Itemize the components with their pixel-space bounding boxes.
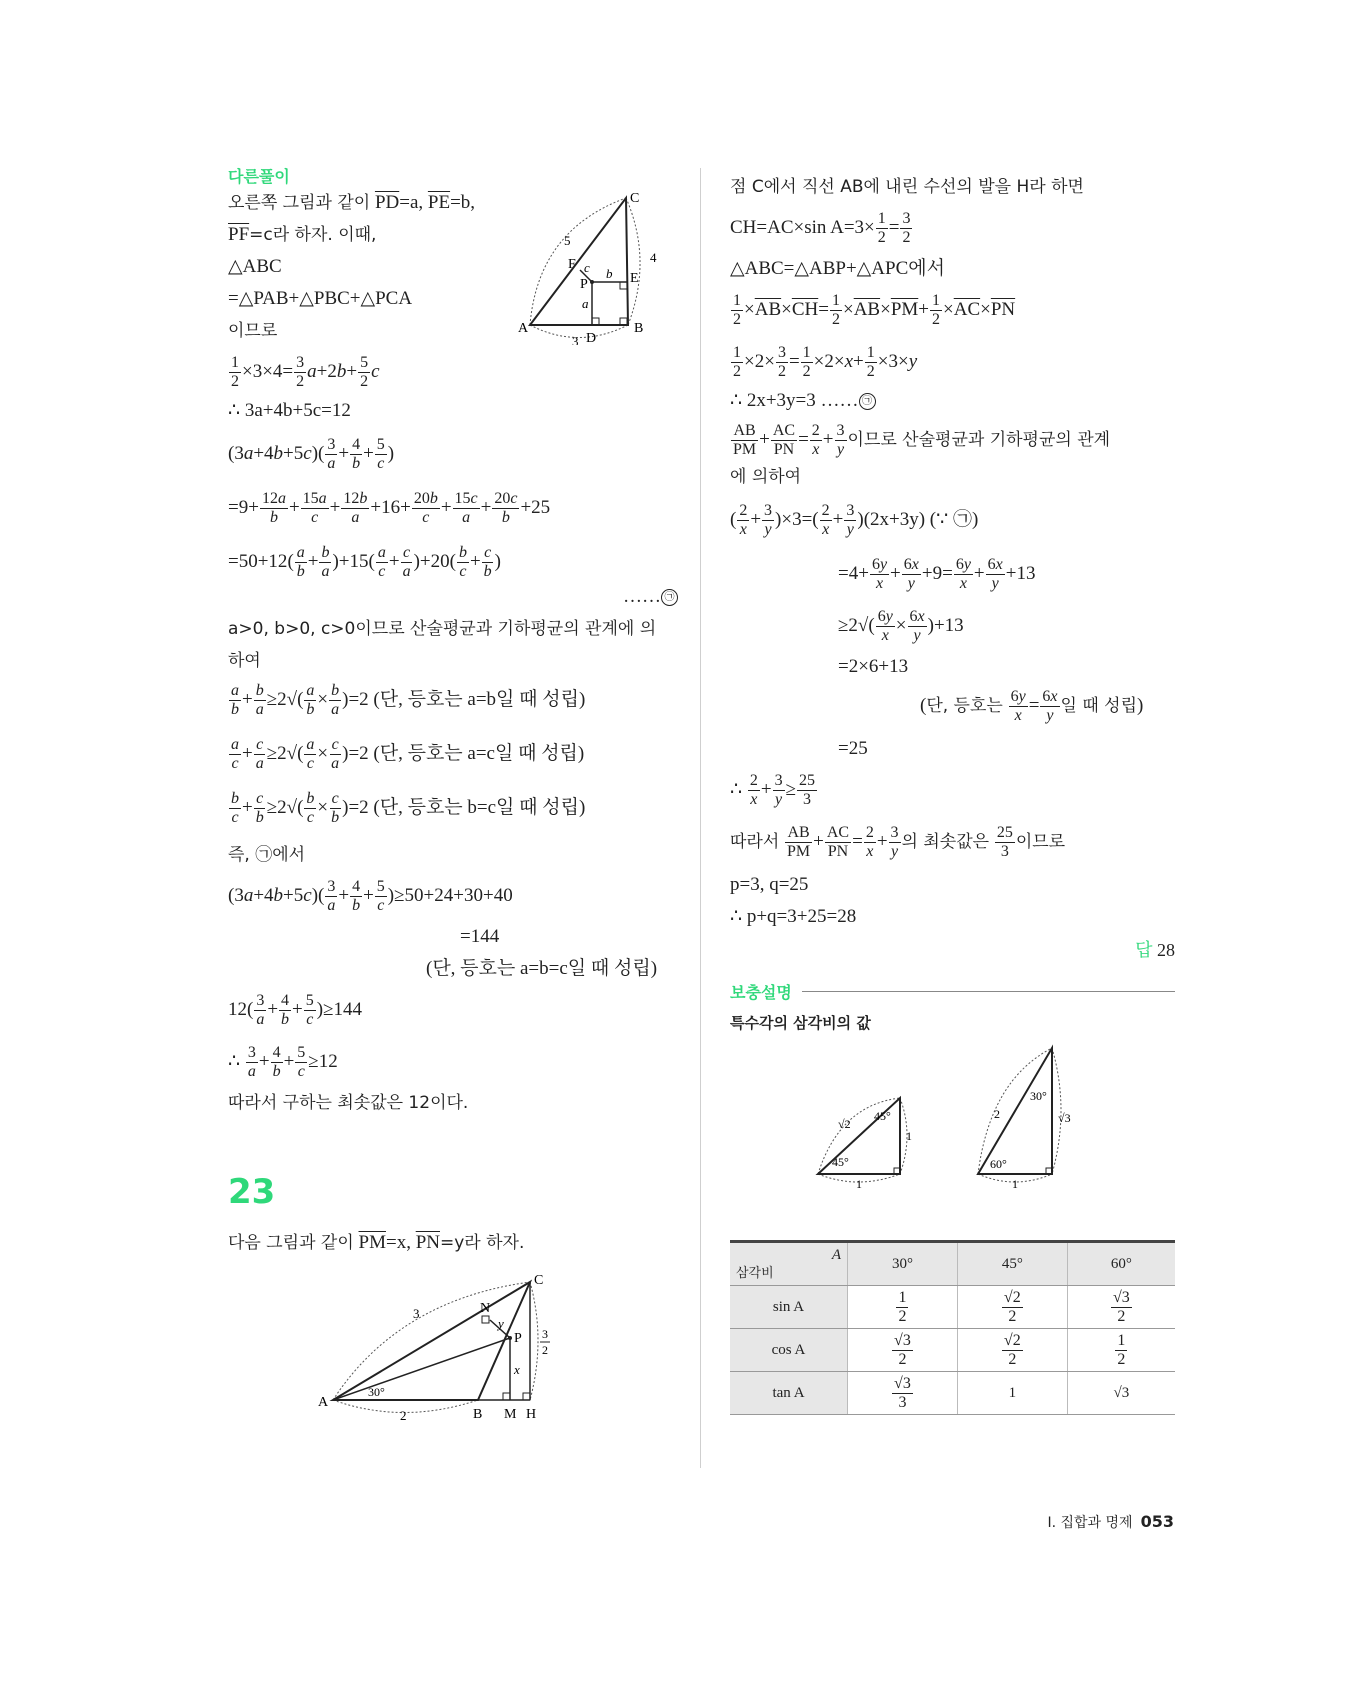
triangle-45 [810, 1090, 940, 1190]
trig-corner: A 삼각비 [730, 1242, 848, 1286]
trig-header-60: 60° [1067, 1242, 1175, 1286]
label-E: E [630, 271, 639, 286]
label-height-den: 2 [542, 1343, 548, 1357]
label-A: A [318, 1395, 329, 1410]
problem-number: 23 [228, 1172, 276, 1212]
r-line-6: ∴ 2x+3y=3 …… ㉠ [730, 388, 876, 414]
label-H: H [526, 1407, 537, 1422]
tri2-angle-left: 60° [990, 1157, 1007, 1171]
problem-text: 다음 그림과 같이 $\overline{PM}=x$, $\overline{PN}=y$라 하자. [228, 1232, 525, 1253]
trig-cell: $\frac{1}{2}$ [1067, 1329, 1175, 1372]
label-A: A [518, 321, 529, 336]
tri2-angle-top: 30° [1030, 1089, 1047, 1103]
trig-header-row [730, 1242, 1175, 1286]
r-line-9: ( $\frac{2}{x}$ + $\frac{3}{y}$ )×3=( $\frac{2}{x}$ + $\frac{3}{y}$ )(2x+3y) (∵ ㉠) [730, 502, 979, 538]
label-F: F [568, 257, 576, 272]
trig-row-cos [730, 1329, 1175, 1372]
trig-cell: $\frac{√3}{2}$ [1067, 1286, 1175, 1329]
supplement-header [730, 980, 1175, 1003]
trig-row-label: sin A [730, 1286, 848, 1329]
alt-line-21: ∴ $\frac{3}{a}$ + $\frac{4}{b}$ + $\frac{5}{c}$ ≥12 [228, 1044, 338, 1080]
alt-line-17: (3a+4b+5c)( $\frac{3}{a}$ + $\frac{4}{b}$ + $\frac{5}{c}$ )≥50+24+30+40 [228, 878, 513, 914]
page-number: 053 [1140, 1512, 1174, 1531]
answer-value: 28 [1157, 940, 1175, 960]
footer-chapter: Ⅰ. 집합과 명제 [1047, 1515, 1133, 1531]
r-line-8: 에 의하여 [730, 467, 802, 487]
alt-line-8: (3a+4b+5c)( $\frac{3}{a}$ + $\frac{4}{b}$ + $\frac{5}{c}$ ) [228, 436, 395, 472]
figure-right-triangle-abc [518, 190, 678, 345]
r-line-17: p=3, q=25 [730, 874, 809, 895]
r-line-13: (단, 등호는 $\frac{6y}{x}$ = $\frac{6x}{y}$ 일 때 성립) [920, 688, 1144, 724]
label-height-num: 3 [542, 1327, 548, 1341]
trig-table [730, 1240, 1175, 1415]
alt-solution-heading: 다른풀이 [228, 167, 290, 186]
label-angle-30: 30° [368, 1385, 385, 1399]
amgm-line-1: $\frac{a}{b}$ + $\frac{b}{a}$ ≥2√( $\frac{a}{b}$ × $\frac{b}{a}$ )=2 (단, 등호는 a=b일 때 성립) [231, 682, 586, 718]
r-line-3: △ABC=△ABP+△APC에서 [730, 258, 945, 279]
alt-line-4: =△PAB+△PBC+△PCA [228, 288, 413, 309]
label-side-3: 3 [413, 1306, 420, 1321]
amgm-line-2: $\frac{a}{c}$ + $\frac{c}{a}$ ≥2√( $\frac{a}{c}$ × $\frac{c}{a}$ )=2 (단, 등호는 a=c일 때 성립) [231, 736, 585, 772]
tri1-base: 1 [856, 1177, 862, 1190]
label-side-3: 3 [572, 334, 579, 345]
alt-line-9: =9+ $\frac{12a}{b}$ + $\frac{15a}{c}$ + $\frac{12b}{a}$ +16+ $\frac{20b}{c}$ + $\frac{15c}{a}$ + $\frac{20c}{b}$ +25 [228, 490, 551, 526]
figure-problem-23 [318, 1270, 578, 1425]
r-line-10: =4+ $\frac{6y}{x}$ + $\frac{6x}{y}$ +9= $\frac{6y}{x}$ + $\frac{6x}{y}$ +13 [838, 556, 1036, 592]
supplement-subheading: 특수각의 삼각비의 값 [730, 1014, 871, 1032]
alt-line-5: 이므로 [228, 321, 278, 341]
alt-line-16: 즉, ㉠에서 [228, 845, 306, 865]
alt-line-7: ∴ 3a+4b+5c=12 [228, 400, 351, 421]
alt-line-2: $\overline{PF}=c$라 하자. 이때, [228, 224, 377, 245]
alt-line-11: a>0, b>0, c>0이므로 산술평균과 기하평균의 관계에 의 [228, 619, 657, 639]
label-C: C [534, 1273, 544, 1288]
r-line-5: $\frac{1}{2}$ ×2× $\frac{3}{2}$ = $\frac{1}{2}$ ×2×x+ $\frac{1}{2}$ ×3×y [733, 344, 918, 380]
trig-cell: $\frac{1}{2}$ [848, 1286, 958, 1329]
trig-header-30: 30° [848, 1242, 958, 1286]
label-B: B [634, 321, 644, 336]
trig-cell: $\frac{√2}{2}$ [957, 1286, 1067, 1329]
label-M: M [504, 1407, 517, 1422]
alt-line-6: $\frac{1}{2}$ ×3×4= $\frac{3}{2}$ a+2b+ $\frac{5}{2}$ c [231, 354, 380, 390]
r-line-2: CH=AC×sin A=3× $\frac{1}{2}$ = $\frac{3}{2}$ [730, 210, 911, 246]
tri1-hyp: √2 [838, 1117, 851, 1131]
alt-line-22: 따라서 구하는 최솟값은 12이다. [228, 1093, 469, 1113]
trig-cell: √3 [1067, 1372, 1175, 1415]
answer [1135, 936, 1175, 962]
r-line-11: ≥2√( $\frac{6y}{x}$ × $\frac{6x}{y}$ )+13 [838, 608, 964, 644]
r-line-7: $\frac{AB}{PM}$ + $\frac{AC}{PN}$ = $\frac{2}{x}$ + $\frac{3}{y}$ 이므로 산술평균과 기하평균의 관계 [733, 422, 1111, 458]
trig-cell: $\frac{√3}{3}$ [848, 1372, 958, 1415]
r-line-15: ∴ $\frac{2}{x}$ + $\frac{3}{y}$ ≥ $\frac{25}{3}$ [730, 772, 815, 808]
r-line-1: 점 C에서 직선 AB에 내린 수선의 발을 H라 하면 [730, 177, 1084, 197]
label-a: a [582, 296, 589, 311]
label-N: N [480, 1301, 491, 1316]
r-line-12: =2×6+13 [838, 656, 909, 677]
r-line-16: 따라서 $\frac{AB}{PM}$ + $\frac{AC}{PN}$ = $\frac{2}{x}$ + $\frac{3}{y}$ 의 최솟값은 $\frac{25}{3}$ 이므로 [730, 824, 1066, 860]
trig-row-sin [730, 1286, 1175, 1329]
alt-line-20: 12( $\frac{3}{a}$ + $\frac{4}{b}$ + $\frac{5}{c}$ )≥144 [228, 992, 363, 1028]
label-D: D [586, 331, 597, 345]
supplement-heading: 보충설명 [730, 983, 792, 1002]
label-c: c [584, 260, 590, 275]
trig-cell: $\frac{√3}{2}$ [848, 1329, 958, 1372]
tri1-angle-top: 45° [874, 1109, 891, 1123]
answer-label: 답 [1135, 940, 1153, 961]
tri2-base: 1 [1012, 1177, 1018, 1190]
trig-row-tan [730, 1372, 1175, 1415]
triangle-30-60 [970, 1040, 1100, 1190]
alt-line-18: =144 [460, 926, 500, 947]
label-B: B [473, 1407, 483, 1422]
trig-cell: 1 [957, 1372, 1067, 1415]
label-y: y [498, 1316, 504, 1331]
marker-circle-1: ㉠ [859, 393, 876, 410]
tri1-side: 1 [906, 1129, 912, 1143]
label-side-2: 2 [400, 1408, 407, 1423]
page-footer [1047, 1512, 1174, 1532]
label-b: b [606, 266, 613, 281]
alt-line-12: 하여 [228, 651, 261, 671]
alt-line-10: =50+12( $\frac{a}{b}$ + $\frac{b}{a}$ )+15( $\frac{a}{c}$ + $\frac{c}{a}$ )+20( $\frac{b}{c}$ + $\frac{c}{b}$ ) [228, 544, 501, 580]
label-C: C [630, 191, 640, 206]
alt-line-19: (단, 등호는 a=b=c일 때 성립) [426, 958, 658, 979]
marker-line: …… ㉠ [623, 584, 678, 610]
amgm-line-3: $\frac{b}{c}$ + $\frac{c}{b}$ ≥2√( $\frac{b}{c}$ × $\frac{c}{b}$ )=2 (단, 등호는 b=c일 때 성립) [231, 790, 586, 826]
r-line-14: =25 [838, 738, 868, 759]
tri2-hyp: 2 [994, 1107, 1000, 1121]
label-P: P [580, 277, 588, 292]
marker-circle-1: ㉠ [661, 589, 678, 606]
r-line-4: $\frac{1}{2}$ $\times\overline{AB}\times\overline{CH}=$ $\frac{1}{2}$ $\times\overline{AB}\times\overline{PM}+$ $\frac{1}{2}$ $\times\overline{AC}\times\overline{PN}$ [733, 292, 1016, 328]
trig-row-label: cos A [730, 1329, 848, 1372]
label-x: x [514, 1362, 520, 1377]
column-divider [700, 168, 701, 1468]
label-side-4: 4 [650, 250, 657, 265]
tri2-side: √3 [1058, 1111, 1071, 1125]
tri1-angle-left: 45° [832, 1155, 849, 1169]
trig-header-45: 45° [957, 1242, 1067, 1286]
label-side-5: 5 [564, 233, 571, 248]
trig-cell: $\frac{√2}{2}$ [957, 1329, 1067, 1372]
label-P: P [514, 1331, 522, 1346]
alt-line-1: 오른쪽 그림과 같이 $\overline{PD}=a$, $\overline{PE}=b$, [228, 192, 476, 213]
r-line-18: ∴ p+q=3+25=28 [730, 906, 857, 927]
trig-row-label: tan A [730, 1372, 848, 1415]
alt-line-3: △ABC [228, 256, 282, 277]
